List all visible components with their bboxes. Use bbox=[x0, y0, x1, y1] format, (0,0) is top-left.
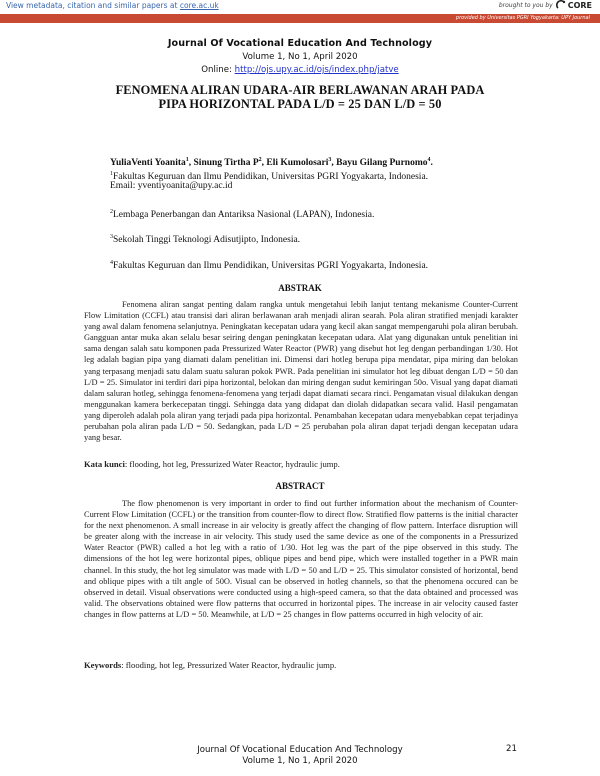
author-sup: 3 bbox=[328, 157, 332, 163]
journal-title: Journal Of Vocational Education And Technology bbox=[167, 38, 433, 49]
affiliation-3 bbox=[110, 232, 300, 246]
journal-header bbox=[0, 38, 600, 75]
core-logo[interactable] bbox=[556, 0, 592, 10]
affiliation-text: Fakultas Keguruan dan Ilmu Pendidikan, Universitas PGRI Yogyakarta, Indonesia. bbox=[113, 261, 429, 272]
abstract-body: The flow phenomenon is very important in order to find out further information about the mechanism of Counter-Current Flow Limitation (CCFL) or the transition from counter-flow to direct flow. Stratified flow patterns is the initial character for the next phenomenon. A small increase in air velocity is greatly affect the changing of flow pattern. Interface disruption will be greater along with the increase in air velocity. This study used the same device as one of the components in a Pressurized Water Reactor (PWR) called a hot leg with a ratio of 1/30. Hot leg was the part of the pipe observed in this study. The dimensions of the hot leg were horizontal pipes, oblique pipes and bend pipe, which were installed together in a PWR main channel. In this study, the hot leg simulator was made with L/D = 50 and L/D = 25. This simulator consisted of horizontal, bend and oblique pipes with a tilt angle of 50O. Visual can be observed in hotleg channels, so that the phenomena occured can be observed in detail. Visual observations were conducted using a high-speed camera, so that the data obtained and processed was valid. The observations obtained were flow patterns that occurred in horizontal pipes. The increase in air velocity caused faster changes in flow patterns at L/D = 50. Meanwhile, at L/D = 25 changes in flow patterns occurred in high velocity of air. bbox=[84, 499, 518, 619]
core-brand bbox=[499, 0, 592, 10]
provided-by-text: provided by Universitas PGRI Yogyakarta: UPY Journal bbox=[455, 15, 590, 21]
affiliation-text: Fakultas Keguruan dan Ilmu Pendidikan, Universitas PGRI Yogyakarta, Indonesia. bbox=[113, 172, 429, 183]
journal-online bbox=[0, 65, 600, 75]
author-sup: 1 bbox=[185, 157, 189, 163]
author-list bbox=[110, 157, 510, 168]
footer-volume: Volume 1, No 1, April 2020 bbox=[242, 756, 358, 766]
core-logo-text: CORE bbox=[567, 0, 592, 10]
abstrak-heading: ABSTRAK bbox=[278, 283, 322, 293]
author-name: Eli Kumolosari bbox=[266, 158, 329, 169]
provided-by-bar bbox=[0, 14, 600, 23]
author-email: Email: yventiyoanita@upy.ac.id bbox=[110, 181, 233, 191]
author-name: YuliaVenti Yoanita bbox=[110, 158, 186, 169]
paper-title bbox=[40, 83, 560, 111]
affiliation-sup: 2 bbox=[110, 209, 113, 215]
keywords-text: : flooding, hot leg, Pressurized Water Reactor, hydraulic jump. bbox=[121, 660, 337, 670]
footer-journal: Journal Of Vocational Education And Technology bbox=[197, 745, 403, 755]
journal-volume: Volume 1, No 1, April 2020 bbox=[242, 52, 358, 62]
affiliation-sup: 1 bbox=[110, 171, 113, 177]
author-name: Bayu Gilang Purnomo bbox=[336, 158, 428, 169]
abstract-keywords bbox=[84, 660, 518, 670]
keywords-label: Keywords bbox=[84, 660, 122, 670]
core-banner bbox=[0, 0, 600, 12]
affiliation-sup: 3 bbox=[110, 234, 113, 240]
abstract-heading: ABSTRACT bbox=[275, 481, 325, 491]
author-name: Sinung Tirtha P bbox=[193, 158, 259, 169]
author-sep: , bbox=[261, 158, 267, 169]
author-sup: 2 bbox=[258, 157, 262, 163]
author-sep: , bbox=[188, 158, 194, 169]
affiliation-sup: 4 bbox=[110, 260, 113, 266]
affiliation-4 bbox=[110, 258, 428, 272]
page-number: 21 bbox=[506, 744, 517, 754]
affiliation-text: Lembaga Penerbangan dan Antariksa Nasional (LAPAN), Indonesia. bbox=[113, 210, 375, 221]
keywords-label: Kata kunci bbox=[84, 459, 125, 469]
brought-by-text: brought to you by bbox=[498, 1, 553, 9]
author-sep: , bbox=[331, 158, 337, 169]
keywords-text: : flooding, hot leg, Pressurized Water Reactor, hydraulic jump. bbox=[124, 459, 340, 469]
author-sup: 4 bbox=[427, 157, 431, 163]
paper-title-line-2: PIPA HORIZONTAL PADA L/D = 25 DAN L/D = 50 bbox=[158, 97, 442, 111]
author-sep: . bbox=[430, 158, 433, 169]
core-metadata-label: View metadata, citation and similar papers at bbox=[6, 1, 180, 10]
affiliation-text: Sekolah Tinggi Teknologi Adisutjipto, Indonesia. bbox=[113, 235, 301, 246]
core-logo-icon bbox=[556, 0, 566, 10]
paper-title-line-1: FENOMENA ALIRAN UDARA-AIR BERLAWANAN ARAH PADA bbox=[115, 83, 485, 97]
core-link[interactable]: core.ac.uk bbox=[179, 1, 219, 10]
journal-url-link[interactable]: http://ojs.upy.ac.id/ojs/index.php/jatve bbox=[234, 65, 399, 75]
affiliation-2 bbox=[110, 207, 374, 221]
online-label: Online: bbox=[201, 65, 235, 75]
abstrak-body: Fenomena aliran sangat penting dalam rangka untuk mengetahui lebih lanjut tentang mekanisme Counter-Current Flow Limitation (CCFL) atau transisi dari aliran berlawanan arah menjadi aliran searah. Pola aliran stratified menjadi karakter yang awal dalam fenomena selanjutnya. Peningkatan kecepatan udara yang kecil akan sangat mempengaruhi pola aliran berubah. Gangguan antar muka akan selalu besar seiring dengan peningkatan kecepatan udara. Alat yang digunakan untuk penelitian ini sama dengan salah satu komponen pada Pressurized Water Reactor (PWR) yang disebut hot leg dengan perbandingan 1/30. Hot leg adalah bagian pipa yang diamati dalam penelitian ini. Dimensi dari hotleg berupa pipa mendatar, pipa miring dan belokan yang terpasang menjadi satu dalam suatu saluran pokok PWR. Pada penelitian ini simulator hot leg dibuat dengan L/D = 50 dan L/D = 25. Simulator ini terdiri dari pipa horizontal, belokan dan miring dengan sudut kemiringan 50o. Visual yang dapat diamati dalam saluran hotleg, sehingga fenomena-fenomena yang terjadi dapat diamati secara rinci. Pengamatan visual dilakukan dengan menggunakan kamera berkecepatan tinggi. Sehingga data yang didapat dan diolah didapatkan secara valid. Hasil pengamatan yang diperoleh adalah pola aliran yang terjadi pada pipa horizontal. Penambahan kecepatan udara menyebabkan cepat terjadinya perubahan pola aliran pada L/D = 50. Sedangkan, pada L/D = 25 perubahan pola aliran dapat terjadi dengan kecepatan udara yang besar. bbox=[84, 300, 518, 443]
core-metadata-text bbox=[6, 1, 219, 10]
abstrak-keywords bbox=[84, 459, 518, 469]
